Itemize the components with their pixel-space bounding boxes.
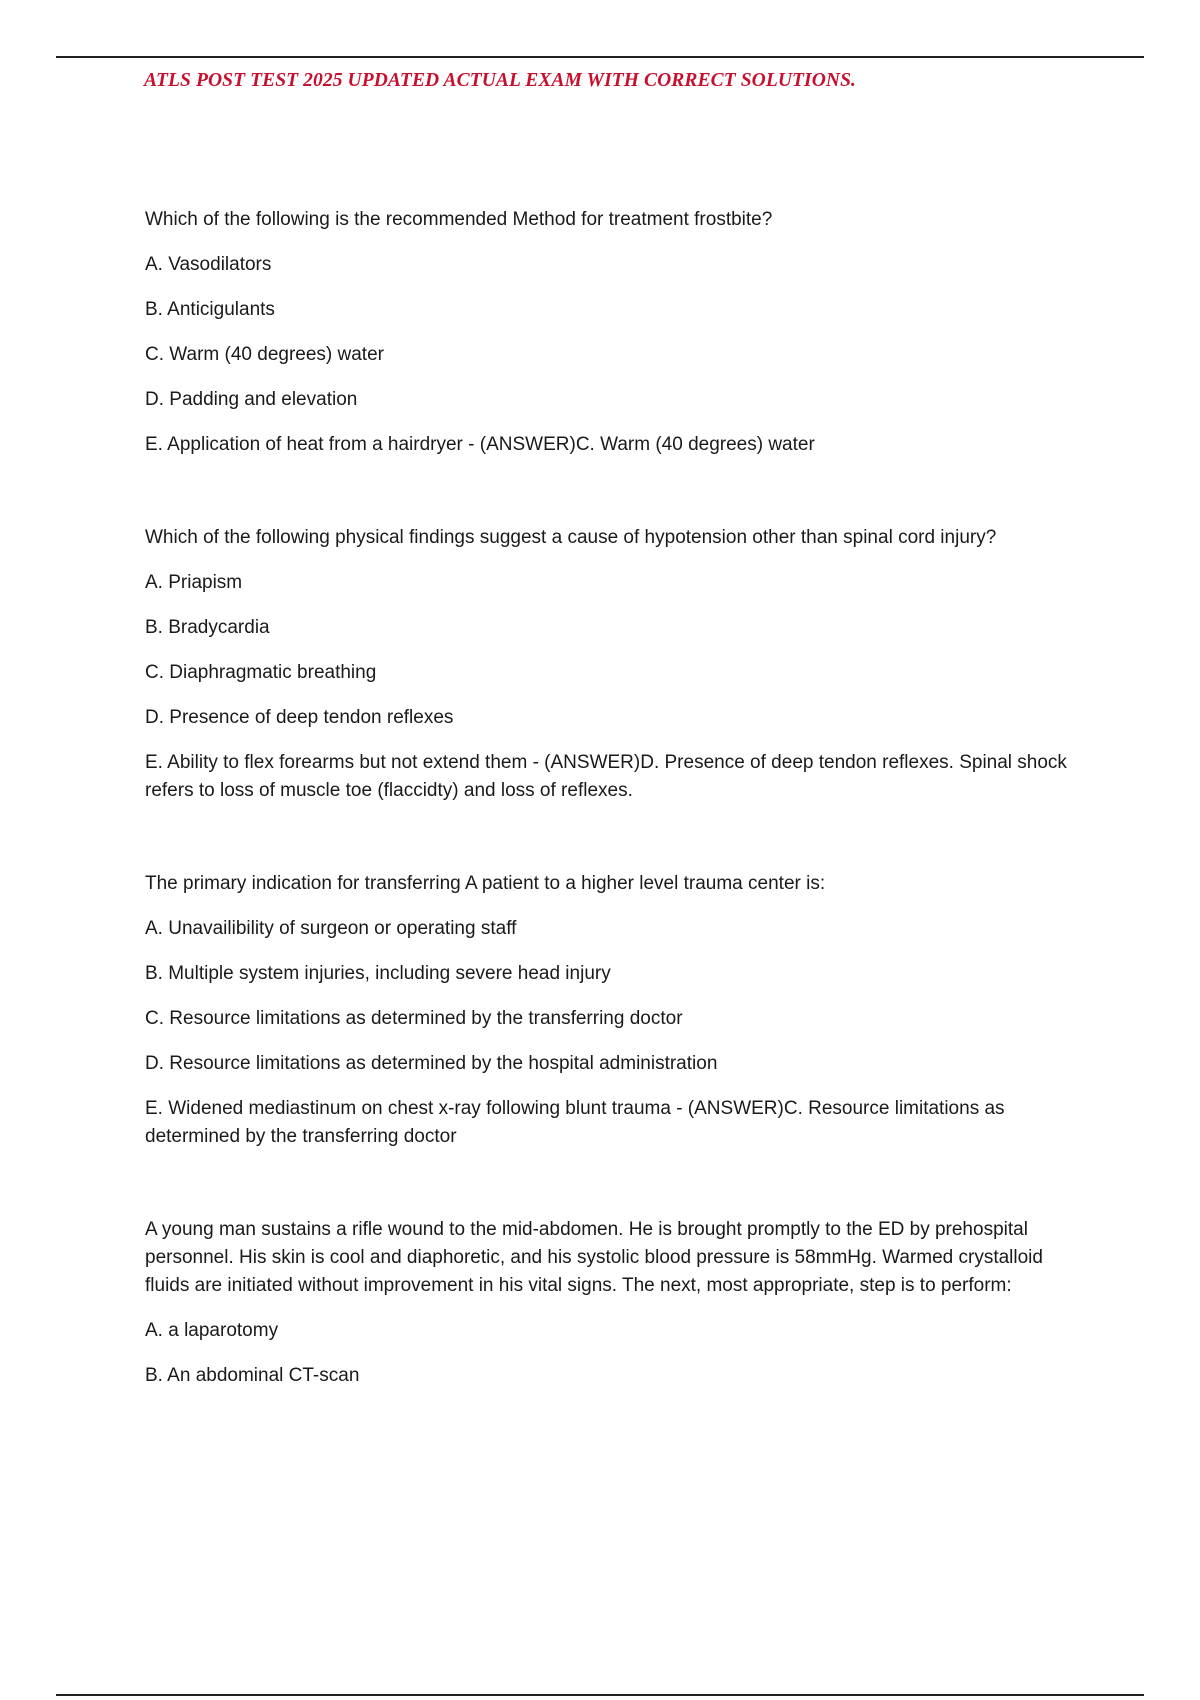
answer-option: B. Anticigulants bbox=[145, 299, 275, 320]
answer-option-with-solution: E. Widened mediastinum on chest x-ray following blunt trauma - (ANSWER)C. Resource limitations as determined by the transferring doctor bbox=[145, 1098, 1005, 1147]
answer-option: C. Resource limitations as determined by the transferring doctor bbox=[145, 1008, 683, 1029]
question-stem: A young man sustains a rifle wound to the mid-abdomen. He is brought promptly to the ED by prehospital personnel. His skin is cool and diaphoretic, and his systolic blood pressure is 58mmHg. Warmed crystalloid fluids are initiated without improvement in his vital signs. The next, most appropriate, step is to perform: bbox=[145, 1219, 1043, 1296]
answer-option: D. Resource limitations as determined by the hospital administration bbox=[145, 1053, 718, 1074]
answer-option: C. Diaphragmatic breathing bbox=[145, 662, 377, 683]
answer-option: A. Priapism bbox=[145, 572, 243, 593]
answer-option-with-solution: E. Ability to flex forearms but not extend them - (ANSWER)D. Presence of deep tendon reflexes. Spinal shock refers to loss of muscle toe (flaccidty) and loss of reflexes. bbox=[145, 752, 1067, 801]
answer-option-with-solution: E. Application of heat from a hairdryer - (ANSWER)C. Warm (40 degrees) water bbox=[145, 434, 815, 455]
document-title: ATLS POST TEST 2025 UPDATED ACTUAL EXAM WITH CORRECT SOLUTIONS. bbox=[144, 70, 857, 91]
question-2 bbox=[145, 524, 1075, 805]
answer-option: D. Padding and elevation bbox=[145, 389, 358, 410]
answer-option: C. Warm (40 degrees) water bbox=[145, 344, 384, 365]
footer-rule bbox=[56, 1694, 1144, 1696]
question-stem: Which of the following is the recommended Method for treatment frostbite? bbox=[145, 209, 773, 230]
question-4 bbox=[145, 1216, 1075, 1390]
question-1 bbox=[145, 206, 1075, 459]
question-list bbox=[145, 206, 1075, 1455]
answer-option: A. Unavailibility of surgeon or operating staff bbox=[145, 918, 517, 939]
header-rule bbox=[56, 56, 1144, 58]
answer-option: A. a laparotomy bbox=[145, 1320, 279, 1341]
question-3 bbox=[145, 870, 1075, 1151]
answer-option: B. Multiple system injuries, including severe head injury bbox=[145, 963, 611, 984]
question-stem: Which of the following physical findings suggest a cause of hypotension other than spinal cord injury? bbox=[145, 527, 997, 548]
answer-option: A. Vasodilators bbox=[145, 254, 272, 275]
answer-option: B. An abdominal CT-scan bbox=[145, 1365, 360, 1386]
answer-option: D. Presence of deep tendon reflexes bbox=[145, 707, 454, 728]
question-stem: The primary indication for transferring A patient to a higher level trauma center is: bbox=[145, 873, 826, 894]
answer-option: B. Bradycardia bbox=[145, 617, 270, 638]
